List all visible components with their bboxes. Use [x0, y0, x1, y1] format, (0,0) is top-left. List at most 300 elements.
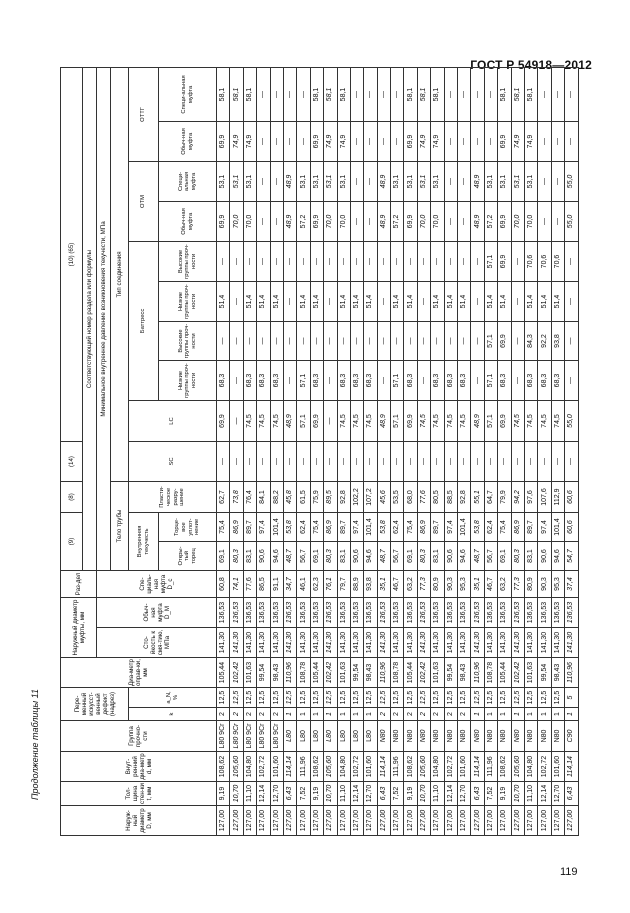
table-cell: 12,5	[217, 688, 230, 708]
table-cell: —	[230, 442, 243, 482]
table-cell: —	[471, 282, 484, 322]
table-cell: 141,30	[511, 628, 524, 658]
table-cell: 12,5	[417, 688, 430, 708]
table-cell: 136,53	[431, 598, 444, 628]
table-cell: 74,9	[337, 122, 350, 162]
table-cell: 141,30	[217, 628, 230, 658]
table-cell: 12,5	[350, 688, 363, 708]
table-cell: N80	[391, 721, 404, 752]
table-cell: —	[324, 322, 337, 361]
table-row	[337, 67, 350, 835]
table-cell: 99,54	[350, 658, 363, 688]
table-cell: —	[350, 162, 363, 202]
table-cell: 84,1	[257, 482, 270, 513]
table-cell: 141,30	[458, 628, 471, 658]
table-cell: 7,52	[297, 782, 310, 806]
table-cell: 110,96	[471, 658, 484, 688]
table-cell: —	[230, 282, 243, 322]
table-cell: —	[283, 122, 296, 162]
header-regular-lower: Низкие группы проч-ности	[159, 361, 217, 401]
table-cell: 112,9	[551, 482, 564, 513]
table-cell: 108,62	[217, 752, 230, 782]
table-cell: 1	[498, 708, 511, 721]
standard-number: ГОСТ Р 54918—2012	[470, 58, 592, 72]
table-cell: 55,0	[565, 202, 578, 242]
table-cell: N80	[511, 721, 524, 752]
table-row	[391, 67, 404, 835]
table-cell: —	[458, 322, 471, 361]
table-cell: 94,6	[364, 542, 377, 571]
caption-anchor	[30, 688, 40, 810]
header-section-title: Соответствующий номер раздела или формулы	[83, 67, 97, 570]
table-cell: 74,9	[324, 122, 337, 162]
table-cell: 141,30	[377, 628, 390, 658]
table-cell: 110,96	[283, 658, 296, 688]
table-cell: —	[511, 242, 524, 282]
table-cell: 74,5	[538, 401, 551, 442]
table-cell: 12,14	[257, 782, 270, 806]
table-cell: L80	[364, 721, 377, 752]
table-cell: —	[324, 282, 337, 322]
table-cell: —	[324, 401, 337, 442]
table-cell: 1	[538, 708, 551, 721]
table-cell: 12,5	[270, 688, 283, 708]
table-cell: 48,9	[283, 401, 296, 442]
table-cell: 70,0	[337, 202, 350, 242]
table-cell: 141,30	[431, 628, 444, 658]
table-cell: 102,42	[417, 658, 430, 688]
table-cell: 48,9	[377, 202, 390, 242]
table-cell: 74,9	[431, 122, 444, 162]
table-cell: 68,3	[458, 361, 471, 401]
table-cell: —	[511, 361, 524, 401]
table-cell: —	[565, 322, 578, 361]
table-cell: N80	[431, 721, 444, 752]
table-row	[297, 67, 310, 835]
table-cell: 74,5	[337, 401, 350, 442]
table-cell: —	[538, 67, 551, 121]
table-cell: —	[458, 242, 471, 282]
table-cell: 80,3	[417, 542, 430, 571]
table-cell: 69,9	[404, 401, 417, 442]
table-cell: 75,9	[310, 482, 323, 513]
table-cell: 45,8	[283, 482, 296, 513]
table-cell: 62,4	[484, 513, 497, 542]
header-a: a_N, %	[129, 688, 217, 708]
table-cell: 68,3	[310, 361, 323, 401]
table-cell: 70,0	[230, 202, 243, 242]
table-cell: 12,5	[511, 688, 524, 708]
table-cell: 80,9	[431, 571, 444, 598]
table-cell: 108,62	[310, 752, 323, 782]
table-cell: 69,9	[498, 122, 511, 162]
table-cell: 69,1	[498, 542, 511, 571]
header-section-10-65: (10) (65)	[61, 67, 83, 441]
table-cell: 88,5	[444, 482, 457, 513]
table-cell: —	[257, 202, 270, 242]
table-cell: —	[257, 122, 270, 162]
table-cell: 136,53	[230, 598, 243, 628]
table-cell: 98,43	[270, 658, 283, 688]
table-cell: 51,4	[431, 282, 444, 322]
table-cell: 127,00	[458, 806, 471, 836]
table-cell: 2	[404, 708, 417, 721]
table-cell: 51,4	[498, 282, 511, 322]
table-cell: —	[270, 162, 283, 202]
table-cell: 12,5	[364, 688, 377, 708]
table-cell: 141,30	[283, 628, 296, 658]
table-cell: 68,3	[444, 361, 457, 401]
table-cell: —	[364, 162, 377, 202]
table-cell: 74,9	[417, 122, 430, 162]
table-cell: —	[310, 442, 323, 482]
table-cell: 10,70	[511, 782, 524, 806]
header-special-higher: Высокие группы проч-ности	[159, 242, 217, 282]
table-cell: 94,2	[511, 482, 524, 513]
table-cell: 48,9	[471, 202, 484, 242]
table-row	[243, 67, 256, 835]
table-cell: —	[431, 242, 444, 282]
header-otm: ОТМ	[129, 162, 159, 242]
table-cell: 51,4	[391, 282, 404, 322]
table-cell: 73,8	[230, 482, 243, 513]
table-row	[324, 67, 337, 835]
table-cell: —	[310, 242, 323, 282]
table-cell: 86,9	[324, 513, 337, 542]
table-cell: 58,1	[337, 67, 350, 121]
table-cell: 58,1	[431, 67, 444, 121]
table-cell: 99,54	[257, 658, 270, 688]
table-cell: 74,5	[270, 401, 283, 442]
table-cell: 46,7	[391, 571, 404, 598]
header-coupling-regular: Обыч-ная муфта D_M	[97, 598, 217, 628]
table-cell: 12,5	[524, 688, 537, 708]
table-cell: 107,6	[538, 482, 551, 513]
table-cell: 68,3	[524, 361, 537, 401]
table-cell: 11,10	[431, 782, 444, 806]
table-row	[444, 67, 457, 835]
table-cell: 48,9	[283, 162, 296, 202]
table-cell: —	[283, 282, 296, 322]
table-cell: —	[350, 122, 363, 162]
header-section-label: Раз-дел	[61, 571, 97, 598]
table-cell: 111,96	[484, 752, 497, 782]
table-row	[404, 67, 417, 835]
table-cell: 1	[297, 708, 310, 721]
table-cell: —	[565, 242, 578, 282]
table-cell: 48,7	[471, 542, 484, 571]
table-cell: 105,60	[324, 752, 337, 782]
table-cell: 90,3	[444, 571, 457, 598]
header-plastic-collapse: Пласти-ческое разру-шение	[129, 482, 217, 513]
table-cell: 48,9	[471, 401, 484, 442]
table-cell: 114,14	[283, 752, 296, 782]
table-cell: 46,1	[297, 571, 310, 598]
table-cell: 12,5	[431, 688, 444, 708]
table-cell: —	[377, 442, 390, 482]
table-cell: N80	[538, 721, 551, 752]
table-cell: 68,3	[551, 361, 564, 401]
table-cell: 7,52	[391, 782, 404, 806]
table-cell: 75,4	[310, 513, 323, 542]
table-cell: 101,60	[364, 752, 377, 782]
table-cell: 141,30	[524, 628, 537, 658]
table-cell: 1	[524, 708, 537, 721]
table-cell: 74,5	[524, 401, 537, 442]
table-cell: 127,00	[471, 806, 484, 836]
table-cell: —	[538, 122, 551, 162]
table-cell: 53,1	[297, 162, 310, 202]
table-cell: 11,10	[337, 782, 350, 806]
table-cell: —	[350, 202, 363, 242]
table-cell: —	[404, 322, 417, 361]
table-cell: 127,00	[350, 806, 363, 836]
header-lc: LC	[129, 401, 217, 442]
table-cell: —	[350, 322, 363, 361]
table-cell: 9,19	[404, 782, 417, 806]
table-cell: 70,0	[431, 202, 444, 242]
table-cell: 2	[391, 708, 404, 721]
table-cell: —	[270, 242, 283, 282]
table-cell: 69,9	[310, 202, 323, 242]
table-cell: 83,1	[243, 542, 256, 571]
table-cell: 91,1	[270, 571, 283, 598]
table-cell: 63,2	[404, 571, 417, 598]
table-cell: 1	[484, 708, 497, 721]
table-cell: 101,4	[364, 513, 377, 542]
table-cell: 7,52	[484, 782, 497, 806]
table-cell: —	[404, 442, 417, 482]
table-cell: 70,0	[417, 202, 430, 242]
table-cell: L80 9Cr	[257, 721, 270, 752]
table-cell: —	[364, 122, 377, 162]
table-row	[565, 67, 578, 835]
table-cell: 1	[511, 708, 524, 721]
table-cell: 53,1	[243, 162, 256, 202]
table-cell: —	[243, 442, 256, 482]
table-row	[283, 67, 296, 835]
table-cell: 57,1	[297, 401, 310, 442]
table-cell: 97,4	[350, 513, 363, 542]
table-cell: 105,44	[217, 658, 230, 688]
table-cell: 141,30	[257, 628, 270, 658]
table-cell: 127,00	[511, 806, 524, 836]
table-cell: 68,3	[538, 361, 551, 401]
table-cell: 51,4	[364, 282, 377, 322]
table-cell: 53,1	[324, 162, 337, 202]
table-cell: 62,7	[217, 482, 230, 513]
table-cell: 51,4	[524, 282, 537, 322]
table-cell: —	[565, 67, 578, 121]
table-cell: —	[230, 242, 243, 282]
table-cell: 57,1	[484, 401, 497, 442]
table-cell: 68,3	[243, 361, 256, 401]
table-cell: —	[350, 442, 363, 482]
table-cell: 136,53	[498, 598, 511, 628]
table-cell: 5	[565, 688, 578, 708]
table-cell: 101,63	[431, 658, 444, 688]
table-cell: 53,8	[471, 513, 484, 542]
table-cell: 45,6	[377, 482, 390, 513]
header-buttress: Баттресс	[129, 242, 159, 401]
table-row	[524, 67, 537, 835]
table-row	[417, 67, 430, 835]
table-cell: 108,62	[498, 752, 511, 782]
table-cell: 53,1	[217, 162, 230, 202]
table-cell: 141,30	[498, 628, 511, 658]
table-cell: 69,9	[217, 202, 230, 242]
table-cell: 105,60	[230, 752, 243, 782]
table-cell: 57,2	[297, 202, 310, 242]
table-cell: 141,30	[324, 628, 337, 658]
table-cell: 53,1	[431, 162, 444, 202]
table-cell: 12,70	[458, 782, 471, 806]
table-cell: 97,4	[538, 513, 551, 542]
table-cell: L80 9Cr	[270, 721, 283, 752]
table-cell: 69,1	[310, 542, 323, 571]
table-cell: —	[310, 322, 323, 361]
table-cell: —	[377, 361, 390, 401]
table-cell: 141,30	[551, 628, 564, 658]
table-cell: —	[565, 442, 578, 482]
header-pressure-title: Минимальное внутреннее давление возникновения текучести, МПа	[97, 67, 111, 570]
table-cell: —	[297, 442, 310, 482]
table-cell: 12,14	[444, 782, 457, 806]
table-cell: 55,1	[471, 482, 484, 513]
table-cell: 127,00	[297, 806, 310, 836]
table-row	[377, 67, 390, 835]
table-cell: —	[444, 202, 457, 242]
table-cell: 136,53	[458, 598, 471, 628]
table-cell: —	[257, 67, 270, 121]
table-cell: 89,7	[243, 513, 256, 542]
table-cell: 55,0	[565, 401, 578, 442]
table-cell: 105,60	[511, 752, 524, 782]
table-cell: 74,5	[257, 401, 270, 442]
table-cell: 58,1	[498, 67, 511, 121]
page-number: 119	[560, 866, 578, 878]
table-cell: 53,1	[391, 162, 404, 202]
table-cell: 98,43	[551, 658, 564, 688]
table-cell: —	[551, 122, 564, 162]
table-cell: —	[297, 322, 310, 361]
table-cell: 136,53	[324, 598, 337, 628]
table-cell: —	[270, 67, 283, 121]
table-cell: 90,3	[538, 571, 551, 598]
table-cell: 104,80	[243, 752, 256, 782]
table-cell: 12,5	[324, 688, 337, 708]
table-cell: —	[431, 442, 444, 482]
header-collapse: Сто-йкость к смя-тию, МПа	[97, 628, 217, 658]
table-cell: 97,4	[257, 513, 270, 542]
table-cell: 101,63	[243, 658, 256, 688]
table-cell: 51,4	[257, 282, 270, 322]
table-cell: —	[404, 242, 417, 282]
table-cell: L80	[310, 721, 323, 752]
table-cell: —	[551, 442, 564, 482]
table-cell: 92,8	[337, 482, 350, 513]
table-cell: 102,72	[444, 752, 457, 782]
table-cell: 12,14	[538, 782, 551, 806]
table-cell: 110,96	[565, 658, 578, 688]
table-cell: —	[471, 361, 484, 401]
table-cell: 74,5	[444, 401, 457, 442]
table-cell: —	[471, 67, 484, 121]
table-cell: —	[230, 322, 243, 361]
table-cell: —	[484, 442, 497, 482]
table-cell: 53,5	[391, 482, 404, 513]
table-cell: 69,9	[310, 122, 323, 162]
table-row	[551, 67, 564, 835]
table-cell: 68,3	[257, 361, 270, 401]
table-cell: —	[444, 242, 457, 282]
table-cell: 136,53	[484, 598, 497, 628]
table-cell: 68,3	[350, 361, 363, 401]
table-cell: 58,1	[310, 67, 323, 121]
table-cell: 102,72	[538, 752, 551, 782]
table-cell: —	[377, 67, 390, 121]
table-cell: 74,5	[350, 401, 363, 442]
table-cell: 88,2	[270, 482, 283, 513]
table-row	[471, 67, 484, 835]
table-cell: —	[417, 322, 430, 361]
table-cell: 111,96	[297, 752, 310, 782]
table-cell: 34,7	[283, 571, 296, 598]
table-cell: —	[297, 67, 310, 121]
table-cell: 136,53	[417, 598, 430, 628]
table-cell: —	[458, 67, 471, 121]
table-cell: 12,70	[270, 782, 283, 806]
table-cell: 74,5	[417, 401, 430, 442]
table-cell: N80	[551, 721, 564, 752]
table-cell: —	[444, 122, 457, 162]
table-cell: —	[230, 361, 243, 401]
table-cell: —	[471, 122, 484, 162]
table-cell: L80 9Cr	[217, 721, 230, 752]
table-cell: 90,6	[350, 542, 363, 571]
table-cell: 74,9	[524, 122, 537, 162]
header-connection-type: Тип соединения	[111, 67, 129, 481]
table-cell: —	[391, 442, 404, 482]
table-cell: L80	[350, 721, 363, 752]
table-cell: 57,2	[484, 202, 497, 242]
header-otm-special: Специ-альная муфта	[159, 162, 217, 202]
table-cell: L80	[324, 721, 337, 752]
table-cell: 70,0	[243, 202, 256, 242]
table-cell: 101,4	[458, 513, 471, 542]
table-cell: —	[511, 442, 524, 482]
table-cell: 60,8	[217, 571, 230, 598]
table-cell: 58,1	[230, 67, 243, 121]
table-cell: 141,30	[337, 628, 350, 658]
table-cell: —	[498, 442, 511, 482]
header-special-lower: Низкие группы проч-ности	[159, 282, 217, 322]
table-cell: 136,53	[310, 598, 323, 628]
table-cell: 104,80	[524, 752, 537, 782]
table-cell: 127,00	[377, 806, 390, 836]
table-cell: 97,4	[444, 513, 457, 542]
table-cell: 9,19	[498, 782, 511, 806]
table-cell: 12,5	[391, 688, 404, 708]
table-cell: —	[270, 122, 283, 162]
table-cell: 58,1	[511, 67, 524, 121]
table-cell: 105,44	[310, 658, 323, 688]
table-cell: 69,9	[498, 202, 511, 242]
table-cell: 101,63	[524, 658, 537, 688]
table-cell: 74,1	[230, 571, 243, 598]
table-cell: 141,30	[350, 628, 363, 658]
table-cell: 57,1	[297, 361, 310, 401]
